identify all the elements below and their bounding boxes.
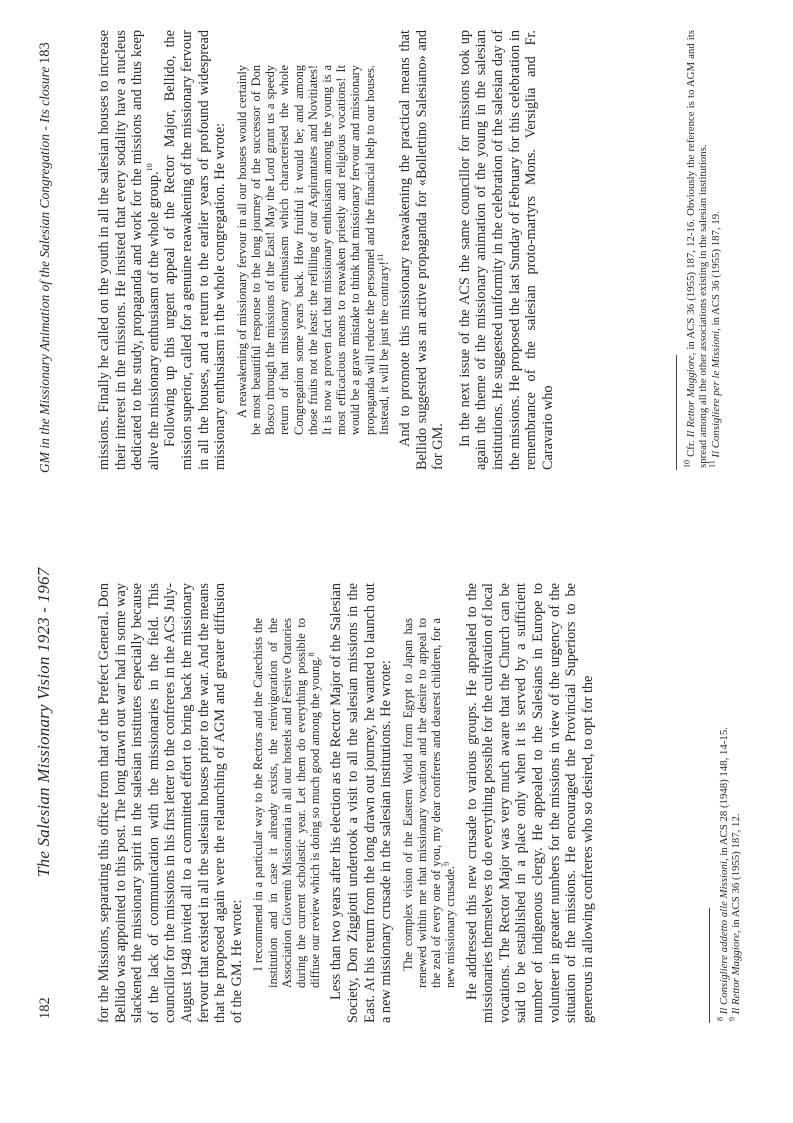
page-body [96, 583, 596, 1023]
page-number: 183 [37, 42, 53, 64]
paragraph: In the next issue of the ACS the same councillor for missions took up again the theme of the missionary animation of the young in the salesian institutions. He suggested uniformity in the celebration of the salesian day of the missions. He proposed the last Sunday of February for this celebration in remembrance of the salesian proto-martyrs Mons. Versiglia and Fr. Caravario who [456, 30, 556, 470]
page-number: 182 [37, 997, 53, 1019]
right-page [0, 0, 793, 561]
paragraph: He addressed this new crusade to various groups. He appealed to the missionaries themselves to do everything possible for the cultivation of local vocations. The Rector Major was very much aware that the Church can be said to be established in a place only when it is served by a sufficient number of indigenous clergy. He appealed to the Salesians in Europe to volunteer in greater numbers for the missions in view of the urgency of the situation of the missions. He encouraged the Provincial Superiors to be generous in allowing confreres who so desired, to opt for the [463, 583, 596, 1023]
footnote: $^9$ Il Rettor Maggiore, in ACS 36 (1955) 187, 12. [727, 813, 743, 1021]
block-quote: The complex vision of the Eastern World from Egypt to Japan has renewed within me that missionary vocation and the desire to appeal to the zeal of every one of you, my dear confreres and dearest children, for a new missionary crusade.$^9$ [400, 618, 458, 988]
footnotes [676, 30, 722, 470]
left-page [0, 562, 793, 1123]
running-title: The Salesian Missionary Vision 1923 - 1967 [34, 567, 53, 877]
paragraph: Less than two years after his election as the Rector Major of the Salesian Society, Don Ziggiotti undertook a visit to all the salesian missions in the East. At his return from the long drawn out journey, he wanted to launch out a new missionary crusade in the salesian institutions. He wrote: [328, 583, 395, 1023]
paragraph: missions. Finally he called on the youth in all the salesian houses to increase their interest in the missions. He insisted that every sodality have a nucleus dedicated to the study, propaganda and work for the missions and thus keep alive the missionary enthusiasm of the whole group.$^{10}$ [96, 30, 162, 470]
paragraph: for the Missions, separating this office from that of the Prefect General. Don Bellido was appointed to this post. The long drawn out war had in some way slackened the missionary spirit in the salesian institutes especially because of the lack of communication with the missionaries in the field. This councillor for the missions in his first letter to the confreres in the ACS July-August 1948 invited all to a committed effort to bring back the missionary fervour that existed in all the salesian houses prior to the war. And the means that he proposed again were the relaunching of AGM and greater diffusion of the GM. He wrote: [96, 583, 245, 1023]
footnote-rule [676, 355, 677, 470]
footnote-ref: 9 [442, 861, 452, 866]
footnote-ref: 11 [375, 253, 385, 262]
paragraph: Following up this urgent appeal of the Rector Major, Bellido, the mission superior, called for a genuine reawakening of the missionary fervour in all the houses, and a return to the earlier years of profound widespread missionary enthusiasm in the whole congregation. He wrote: [162, 30, 229, 470]
paragraph: And to promote this missionary reawakening the practical means that Bellido suggested was an active propaganda for «Bollettino Salesiano» and for GM. [396, 30, 447, 470]
footnote: $^8$ Il Consigliere addetto alle Missioni, in ACS 28 (1948) 148, 14-15. [715, 727, 730, 1021]
block-quote: A reawakening of missionary fervour in all our houses would certainly be most beautiful response to the long journey of the successor of Don Bosco through the missions of the East! May the Lord grant us a speedy return of that missionary enthusiasm which characterised the whole Congregation some years back. How fruitful it would be; and among those fruits not the least: the refilling of our Aspirantates and Novitiates! It is now a proven fact that missionary enthusiasm among the young is a most efficacious means to reawaken priestly and religious vocations! It would be a grave mistake to think that missionary fervour and missionary propaganda will reduce the personnel and the financial help to our houses. Instead, it will be just the contrary!$^{11}$ [234, 65, 391, 435]
footnote-rule [709, 908, 710, 1023]
block-quote: I recommend in a particular way to the Rectors and the Catechists the institution and in case it already exists, the reinvigoration of the Association Gioventù Missionaria in all our hostels and Festive Oratories during the current scholastic year. Let them do everything possible to diffuse our review which is doing so much good among the young.$^8$ [251, 618, 323, 988]
running-title: GM in the Missionary Animation of the Salesian Congregation - Its closure [37, 66, 52, 473]
footnote: $^{11}$ Il Consigliere per le Missioni, in ACS 36 (1955) 187, 19. [707, 211, 722, 468]
footnote-ref: 10 [145, 163, 155, 172]
footnote: $^{10}$ Cfr. Il Rettor Maggiore, in ACS 36 (1955) 187, 12-16. Obviously the reference is to AGM and its spread among all the other associations existing in the salesian institutions. [682, 30, 710, 468]
footnotes [709, 583, 743, 1023]
page-body [96, 30, 556, 470]
footnote-ref: 8 [307, 652, 317, 657]
